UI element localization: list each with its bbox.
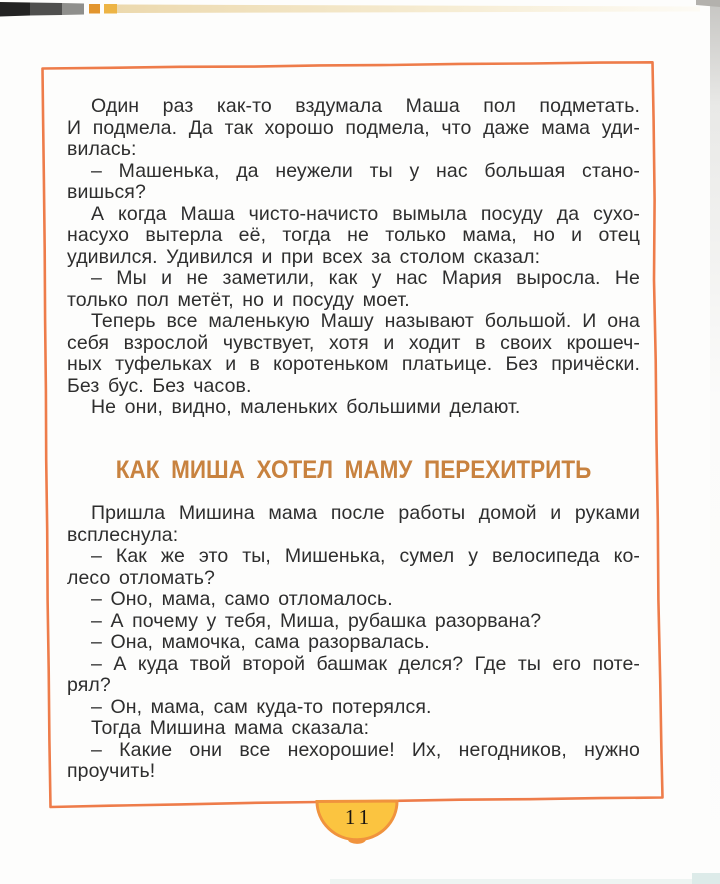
story-title: КАК МИША ХОТЕЛ МАМУ ПЕРЕХИТРИТЬ [115, 456, 592, 484]
paragraph [67, 311, 640, 397]
text-line: А когда Маша чисто-начисто вымыла посуду да сухо- [91, 202, 640, 225]
spine-yellow-segment [104, 4, 117, 14]
text-line: – Она, мамочка, сама разорвалась. [91, 631, 430, 653]
text-line: удивился. Удивился и при всех за столом сказал: [67, 245, 541, 268]
text-line: – Машенька, да неужели ты у нас большая стано- [91, 159, 640, 182]
text-line: вилась: [67, 138, 137, 160]
paragraph [67, 161, 640, 204]
story-body-text [67, 503, 640, 783]
paragraph [67, 740, 640, 783]
paragraph [67, 397, 640, 419]
text-line: насухо вытерла её, тогда не только мама, но и отец [67, 224, 640, 246]
paragraph [67, 268, 640, 311]
photo-bottom-corner-tint [692, 873, 720, 884]
text-line: – А куда твой второй башмак делся? Где ты его поте- [91, 652, 640, 675]
page-number: 11 [344, 805, 374, 829]
text-line: себя взрослой чувствует, хотя и ходит в своих крошеч- [67, 331, 640, 354]
spine-lightgray-segment [62, 3, 84, 15]
spine-gray-segment [30, 3, 62, 16]
photo-corner-notch [696, 0, 720, 7]
spine-orange-segment [89, 4, 100, 14]
story-end-text [67, 96, 640, 419]
text-line: Не они, видно, маленьких большими делают. [91, 396, 521, 418]
text-line: рял? [67, 674, 111, 696]
text-line: Без бус. Без часов. [67, 374, 252, 397]
paragraph [67, 611, 640, 633]
spine-tan-strip [117, 5, 700, 14]
page-number-badge-nub [348, 839, 366, 844]
text-line: проучить! [67, 760, 156, 782]
text-line: – Оно, мама, само отломалось. [91, 588, 393, 610]
paragraph [67, 503, 640, 546]
text-line: Один раз как-то вздумала Маша пол подметать. [91, 95, 640, 117]
paragraph [67, 718, 640, 740]
photo-bottom-tint [330, 879, 720, 884]
paragraph [67, 697, 640, 719]
text-line: – А почему у тебя, Миша, рубашка разорвана? [91, 609, 542, 632]
text-line: Тогда Мишина мама сказала: [91, 717, 370, 739]
text-line: Пришла Мишина мама после работы домой и руками [91, 502, 640, 524]
paragraph [67, 632, 640, 654]
text-line: вишься? [67, 181, 146, 203]
text-line: всплеснула: [67, 523, 179, 546]
paragraph [67, 96, 640, 161]
text-line: – Какие они все нехорошие! Их, негодников, нужно [91, 738, 640, 761]
paragraph [67, 204, 640, 269]
paragraph [67, 654, 640, 697]
text-line: ных туфельках и в коротеньком платьице. Без причёски. [67, 353, 640, 375]
paragraph [67, 589, 640, 611]
text-line: лесо отломать? [67, 566, 215, 589]
text-line: И подмела. Да так хорошо подмела, что даже мама уди- [67, 116, 640, 139]
book-spine-strip [0, 2, 700, 17]
spine-dark-segment [0, 2, 30, 17]
text-line: – Он, мама, сам куда-то потерялся. [91, 695, 432, 718]
text-line: Теперь все маленькую Машу называют большой. И она [91, 310, 640, 332]
text-line: только пол метёт, но и посуду моет. [67, 288, 410, 311]
paragraph [67, 546, 640, 589]
text-line: – Мы и не заметили, как у нас Мария выросла. Не [91, 267, 640, 289]
text-line: – Как же это ты, Мишенька, сумел у велосипеда ко- [91, 545, 640, 567]
photo-right-edge [710, 0, 720, 884]
